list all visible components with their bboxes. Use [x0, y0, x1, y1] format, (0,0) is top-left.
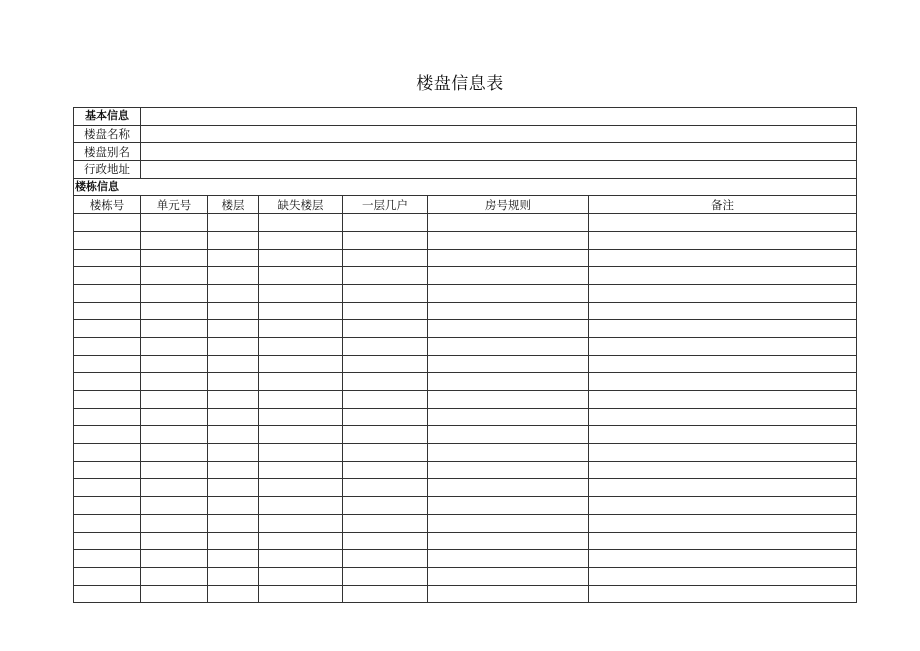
table-cell[interactable] [428, 567, 589, 585]
table-cell[interactable] [74, 302, 141, 320]
table-row [74, 231, 857, 249]
table-cell[interactable] [589, 567, 857, 585]
table-cell[interactable] [74, 461, 141, 479]
table-cell[interactable] [141, 391, 208, 409]
table-cell[interactable] [74, 444, 141, 462]
table-cell[interactable] [343, 479, 428, 497]
table-cell[interactable] [208, 391, 259, 409]
table-cell[interactable] [589, 585, 857, 603]
table-cell[interactable] [141, 249, 208, 267]
table-cell[interactable] [589, 408, 857, 426]
table-cell[interactable] [343, 532, 428, 550]
table-row [74, 267, 857, 285]
table-cell[interactable] [259, 585, 343, 603]
table-cell[interactable] [74, 567, 141, 585]
table-cell[interactable] [208, 461, 259, 479]
table-row [74, 284, 857, 302]
table-cell[interactable] [343, 408, 428, 426]
table-cell[interactable] [74, 550, 141, 568]
address-row [74, 161, 857, 179]
table-cell[interactable] [589, 479, 857, 497]
table-cell[interactable] [428, 320, 589, 338]
table-cell[interactable] [141, 337, 208, 355]
table-cell[interactable] [141, 408, 208, 426]
table-cell[interactable] [208, 550, 259, 568]
table-cell[interactable] [343, 497, 428, 515]
table-cell[interactable] [259, 337, 343, 355]
property-alias-field[interactable] [141, 143, 857, 161]
table-cell[interactable] [208, 444, 259, 462]
table-cell[interactable] [259, 249, 343, 267]
table-cell[interactable] [208, 408, 259, 426]
table-cell[interactable] [208, 585, 259, 603]
property-alias-label: 楼盘别名 [74, 143, 141, 161]
basic-info-section-label: 基本信息 [74, 108, 141, 126]
table-cell[interactable] [141, 532, 208, 550]
table-row [74, 337, 857, 355]
table-cell[interactable] [428, 444, 589, 462]
table-cell[interactable] [343, 320, 428, 338]
table-cell[interactable] [259, 373, 343, 391]
table-cell[interactable] [141, 461, 208, 479]
table-cell[interactable] [589, 284, 857, 302]
table-cell[interactable] [428, 585, 589, 603]
table-cell[interactable] [343, 267, 428, 285]
table-cell[interactable] [74, 355, 141, 373]
table-cell[interactable] [428, 532, 589, 550]
table-row [74, 320, 857, 338]
table-cell[interactable] [259, 267, 343, 285]
table-cell[interactable] [74, 231, 141, 249]
table-cell[interactable] [141, 479, 208, 497]
table-cell[interactable] [343, 426, 428, 444]
col-header-missing-floors: 缺失楼层 [259, 196, 343, 214]
table-cell[interactable] [343, 550, 428, 568]
building-header-row [74, 196, 857, 214]
table-cell[interactable] [74, 532, 141, 550]
property-name-row [74, 125, 857, 143]
table-cell[interactable] [343, 444, 428, 462]
table-cell[interactable] [428, 249, 589, 267]
table-cell[interactable] [141, 373, 208, 391]
table-cell[interactable] [589, 461, 857, 479]
col-header-room-number-rule: 房号规则 [428, 196, 589, 214]
table-row [74, 408, 857, 426]
table-cell[interactable] [343, 302, 428, 320]
table-cell[interactable] [141, 284, 208, 302]
building-section-row [74, 178, 857, 196]
table-cell[interactable] [141, 514, 208, 532]
table-cell[interactable] [141, 320, 208, 338]
table-cell[interactable] [589, 373, 857, 391]
table-cell[interactable] [259, 391, 343, 409]
table-cell[interactable] [141, 231, 208, 249]
table-cell[interactable] [428, 267, 589, 285]
property-info-table [73, 107, 857, 603]
table-cell[interactable] [208, 373, 259, 391]
table-cell[interactable] [259, 550, 343, 568]
table-row [74, 355, 857, 373]
table-cell[interactable] [208, 514, 259, 532]
table-cell[interactable] [589, 426, 857, 444]
table-cell[interactable] [141, 214, 208, 232]
table-cell[interactable] [74, 497, 141, 515]
table-cell[interactable] [74, 267, 141, 285]
table-row [74, 532, 857, 550]
table-cell[interactable] [259, 284, 343, 302]
table-cell[interactable] [343, 567, 428, 585]
table-cell[interactable] [589, 231, 857, 249]
table-cell[interactable] [208, 337, 259, 355]
table-cell[interactable] [74, 479, 141, 497]
table-cell[interactable] [343, 231, 428, 249]
table-cell[interactable] [259, 214, 343, 232]
table-cell[interactable] [343, 461, 428, 479]
table-cell[interactable] [589, 514, 857, 532]
table-cell[interactable] [208, 284, 259, 302]
col-header-units-per-floor: 一层几户 [343, 196, 428, 214]
table-cell[interactable] [208, 532, 259, 550]
table-cell[interactable] [428, 302, 589, 320]
table-cell[interactable] [208, 320, 259, 338]
table-cell[interactable] [259, 444, 343, 462]
address-field[interactable] [141, 161, 857, 179]
table-cell[interactable] [74, 284, 141, 302]
table-row [74, 497, 857, 515]
col-header-building-no: 楼栋号 [74, 196, 141, 214]
address-label: 行政地址 [74, 161, 141, 179]
table-cell[interactable] [208, 355, 259, 373]
table-cell[interactable] [259, 532, 343, 550]
table-cell[interactable] [259, 320, 343, 338]
table-cell[interactable] [74, 408, 141, 426]
table-cell[interactable] [428, 514, 589, 532]
table-cell[interactable] [259, 302, 343, 320]
table-cell[interactable] [141, 550, 208, 568]
table-cell[interactable] [589, 302, 857, 320]
table-cell[interactable] [343, 284, 428, 302]
table-cell[interactable] [428, 497, 589, 515]
table-cell[interactable] [259, 408, 343, 426]
table-cell[interactable] [259, 231, 343, 249]
table-cell[interactable] [208, 567, 259, 585]
page-title: 楼盘信息表 [416, 74, 504, 94]
table-cell[interactable] [141, 567, 208, 585]
table-cell[interactable] [208, 479, 259, 497]
table-cell[interactable] [343, 249, 428, 267]
table-cell[interactable] [343, 373, 428, 391]
table-cell[interactable] [259, 355, 343, 373]
table-cell[interactable] [428, 231, 589, 249]
table-cell[interactable] [428, 391, 589, 409]
table-cell[interactable] [208, 249, 259, 267]
table-cell[interactable] [74, 514, 141, 532]
table-cell[interactable] [343, 391, 428, 409]
table-cell[interactable] [141, 497, 208, 515]
table-cell[interactable] [428, 355, 589, 373]
table-cell[interactable] [74, 426, 141, 444]
table-cell[interactable] [74, 249, 141, 267]
table-cell[interactable] [141, 426, 208, 444]
table-cell[interactable] [259, 497, 343, 515]
table-cell[interactable] [74, 373, 141, 391]
table-cell[interactable] [589, 444, 857, 462]
table-cell[interactable] [589, 550, 857, 568]
table-row [74, 426, 857, 444]
table-cell[interactable] [589, 391, 857, 409]
table-cell[interactable] [343, 585, 428, 603]
building-section-label: 楼栋信息 [74, 178, 857, 196]
table-cell[interactable] [259, 479, 343, 497]
table-row [74, 302, 857, 320]
table-cell[interactable] [343, 214, 428, 232]
table-row [74, 585, 857, 603]
table-cell[interactable] [428, 408, 589, 426]
table-row [74, 391, 857, 409]
table-cell[interactable] [259, 567, 343, 585]
table-cell[interactable] [589, 532, 857, 550]
table-cell[interactable] [74, 585, 141, 603]
table-row [74, 550, 857, 568]
table-cell[interactable] [141, 267, 208, 285]
col-header-remarks: 备注 [589, 196, 857, 214]
table-cell[interactable] [428, 214, 589, 232]
table-cell[interactable] [428, 426, 589, 444]
table-cell[interactable] [589, 497, 857, 515]
property-name-label: 楼盘名称 [74, 125, 141, 143]
table-cell[interactable] [589, 320, 857, 338]
table-cell[interactable] [208, 497, 259, 515]
table-cell[interactable] [428, 461, 589, 479]
table-row [74, 214, 857, 232]
table-cell[interactable] [428, 373, 589, 391]
table-cell[interactable] [259, 461, 343, 479]
table-row [74, 479, 857, 497]
table-cell[interactable] [74, 391, 141, 409]
table-cell[interactable] [589, 337, 857, 355]
property-alias-row [74, 143, 857, 161]
table-cell[interactable] [428, 479, 589, 497]
table-cell[interactable] [208, 231, 259, 249]
table-cell[interactable] [343, 337, 428, 355]
table-cell[interactable] [208, 214, 259, 232]
table-row [74, 461, 857, 479]
table-cell[interactable] [589, 214, 857, 232]
col-header-unit-no: 单元号 [141, 196, 208, 214]
table-cell[interactable] [589, 249, 857, 267]
basic-info-row [74, 108, 857, 126]
basic-info-value-cell[interactable] [141, 108, 857, 126]
table-cell[interactable] [589, 355, 857, 373]
property-name-field[interactable] [141, 125, 857, 143]
table-cell[interactable] [208, 267, 259, 285]
table-cell[interactable] [589, 267, 857, 285]
table-cell[interactable] [343, 514, 428, 532]
table-cell[interactable] [428, 284, 589, 302]
table-cell[interactable] [259, 426, 343, 444]
table-row [74, 373, 857, 391]
table-cell[interactable] [208, 426, 259, 444]
table-cell[interactable] [141, 585, 208, 603]
table-row [74, 514, 857, 532]
table-cell[interactable] [428, 337, 589, 355]
table-cell[interactable] [259, 514, 343, 532]
table-row [74, 444, 857, 462]
table-row [74, 249, 857, 267]
table-cell[interactable] [141, 355, 208, 373]
table-row [74, 567, 857, 585]
table-cell[interactable] [428, 550, 589, 568]
table-cell[interactable] [74, 214, 141, 232]
table-cell[interactable] [343, 355, 428, 373]
table-cell[interactable] [141, 302, 208, 320]
table-cell[interactable] [141, 444, 208, 462]
table-cell[interactable] [74, 320, 141, 338]
table-cell[interactable] [74, 337, 141, 355]
table-cell[interactable] [208, 302, 259, 320]
col-header-floors: 楼层 [208, 196, 259, 214]
